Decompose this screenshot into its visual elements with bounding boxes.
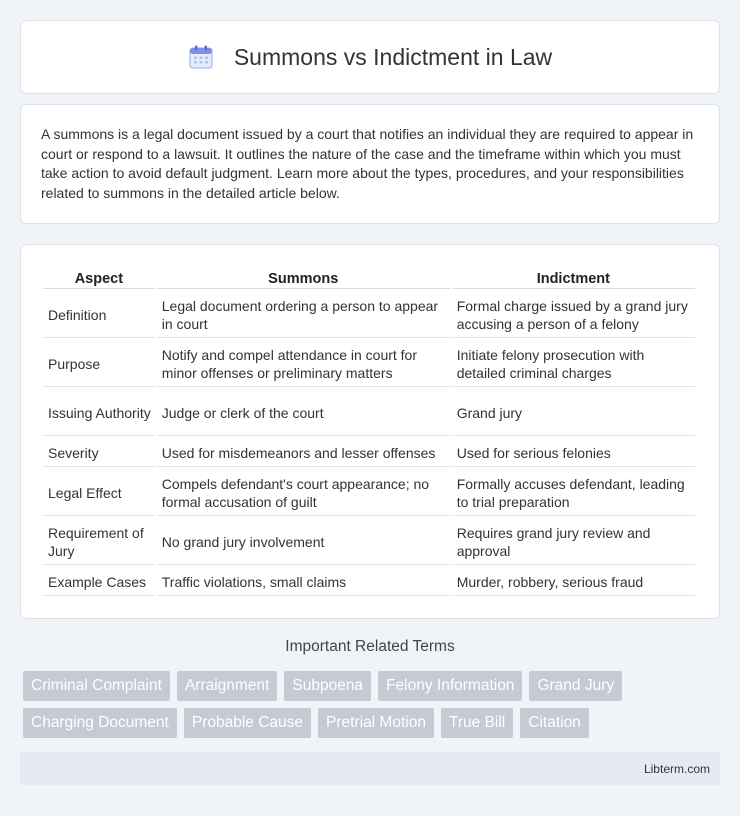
summons-cell: Traffic violations, small claims [157,567,450,596]
page-title: Summons vs Indictment in Law [233,43,553,70]
indictment-cell: Murder, robbery, serious fraud [452,567,695,596]
comparison-card [20,244,720,619]
table-row [43,567,695,596]
tag-pretrial-motion[interactable]: Pretrial Motion [318,708,434,738]
aspect-cell: Definition [43,291,155,338]
table-row [43,291,695,338]
summons-cell: Notify and compel attendance in court for minor offenses or preliminary matters [157,340,450,387]
table-row [43,438,695,467]
summons-cell: Legal document ordering a person to appear in court [157,291,450,338]
calendar-icon [188,44,214,70]
summons-cell: Compels defendant's court appearance; no formal accusation of guilt [157,469,450,516]
indictment-cell: Formal charge issued by a grand jury accusing a person of a felony [452,291,695,338]
indictment-cell: Initiate felony prosecution with detailed criminal charges [452,340,695,387]
intro-card [20,104,720,224]
related-terms-title: Important Related Terms [285,638,455,655]
aspect-cell: Issuing Authority [43,389,155,436]
header-aspect: Aspect [43,267,155,289]
tag-charging-document[interactable]: Charging Document [23,708,177,738]
aspect-cell: Example Cases [43,567,155,596]
summons-cell: No grand jury involvement [157,518,450,565]
tag-row [23,671,723,701]
footer [20,752,720,785]
aspect-cell: Purpose [43,340,155,387]
tag-subpoena[interactable]: Subpoena [284,671,371,701]
indictment-cell: Formally accuses defendant, leading to trial preparation [452,469,695,516]
summons-cell: Used for misdemeanors and lesser offenses [157,438,450,467]
indictment-cell: Used for serious felonies [452,438,695,467]
footer-site-link[interactable]: Libterm.com [643,761,710,776]
tag-citation[interactable]: Citation [520,708,589,738]
indictment-cell: Requires grand jury review and approval [452,518,695,565]
aspect-cell: Requirement of Jury [43,518,155,565]
tag-felony-information[interactable]: Felony Information [378,671,522,701]
table-row [43,389,695,436]
tag-grand-jury[interactable]: Grand Jury [529,671,622,701]
tag-arraignment[interactable]: Arraignment [177,671,277,701]
related-terms [23,671,723,745]
title-wrap [188,44,552,71]
intro-text: A summons is a legal document issued by a court that notifies an individual they are required to appear in court or respond to a lawsuit. It outlines the nature of the case and the timeframe within which you must take action to avoid default judgment. Learn more about the types, procedures, and your responsibilities related to summons in the detailed article below. [41,126,694,201]
tag-criminal-complaint[interactable]: Criminal Complaint [23,671,170,701]
aspect-cell: Severity [43,438,155,467]
tag-probable-cause[interactable]: Probable Cause [184,708,311,738]
table-row [43,469,695,516]
table-header-row [43,267,695,289]
tag-row [23,708,723,738]
tag-true-bill[interactable]: True Bill [441,708,513,738]
header-indictment: Indictment [452,267,695,289]
table-row [43,518,695,565]
header-summons: Summons [157,267,450,289]
indictment-cell: Grand jury [452,389,695,436]
summons-cell: Judge or clerk of the court [157,389,450,436]
title-card [20,20,720,94]
aspect-cell: Legal Effect [43,469,155,516]
comparison-table [41,265,697,598]
table-row [43,340,695,387]
